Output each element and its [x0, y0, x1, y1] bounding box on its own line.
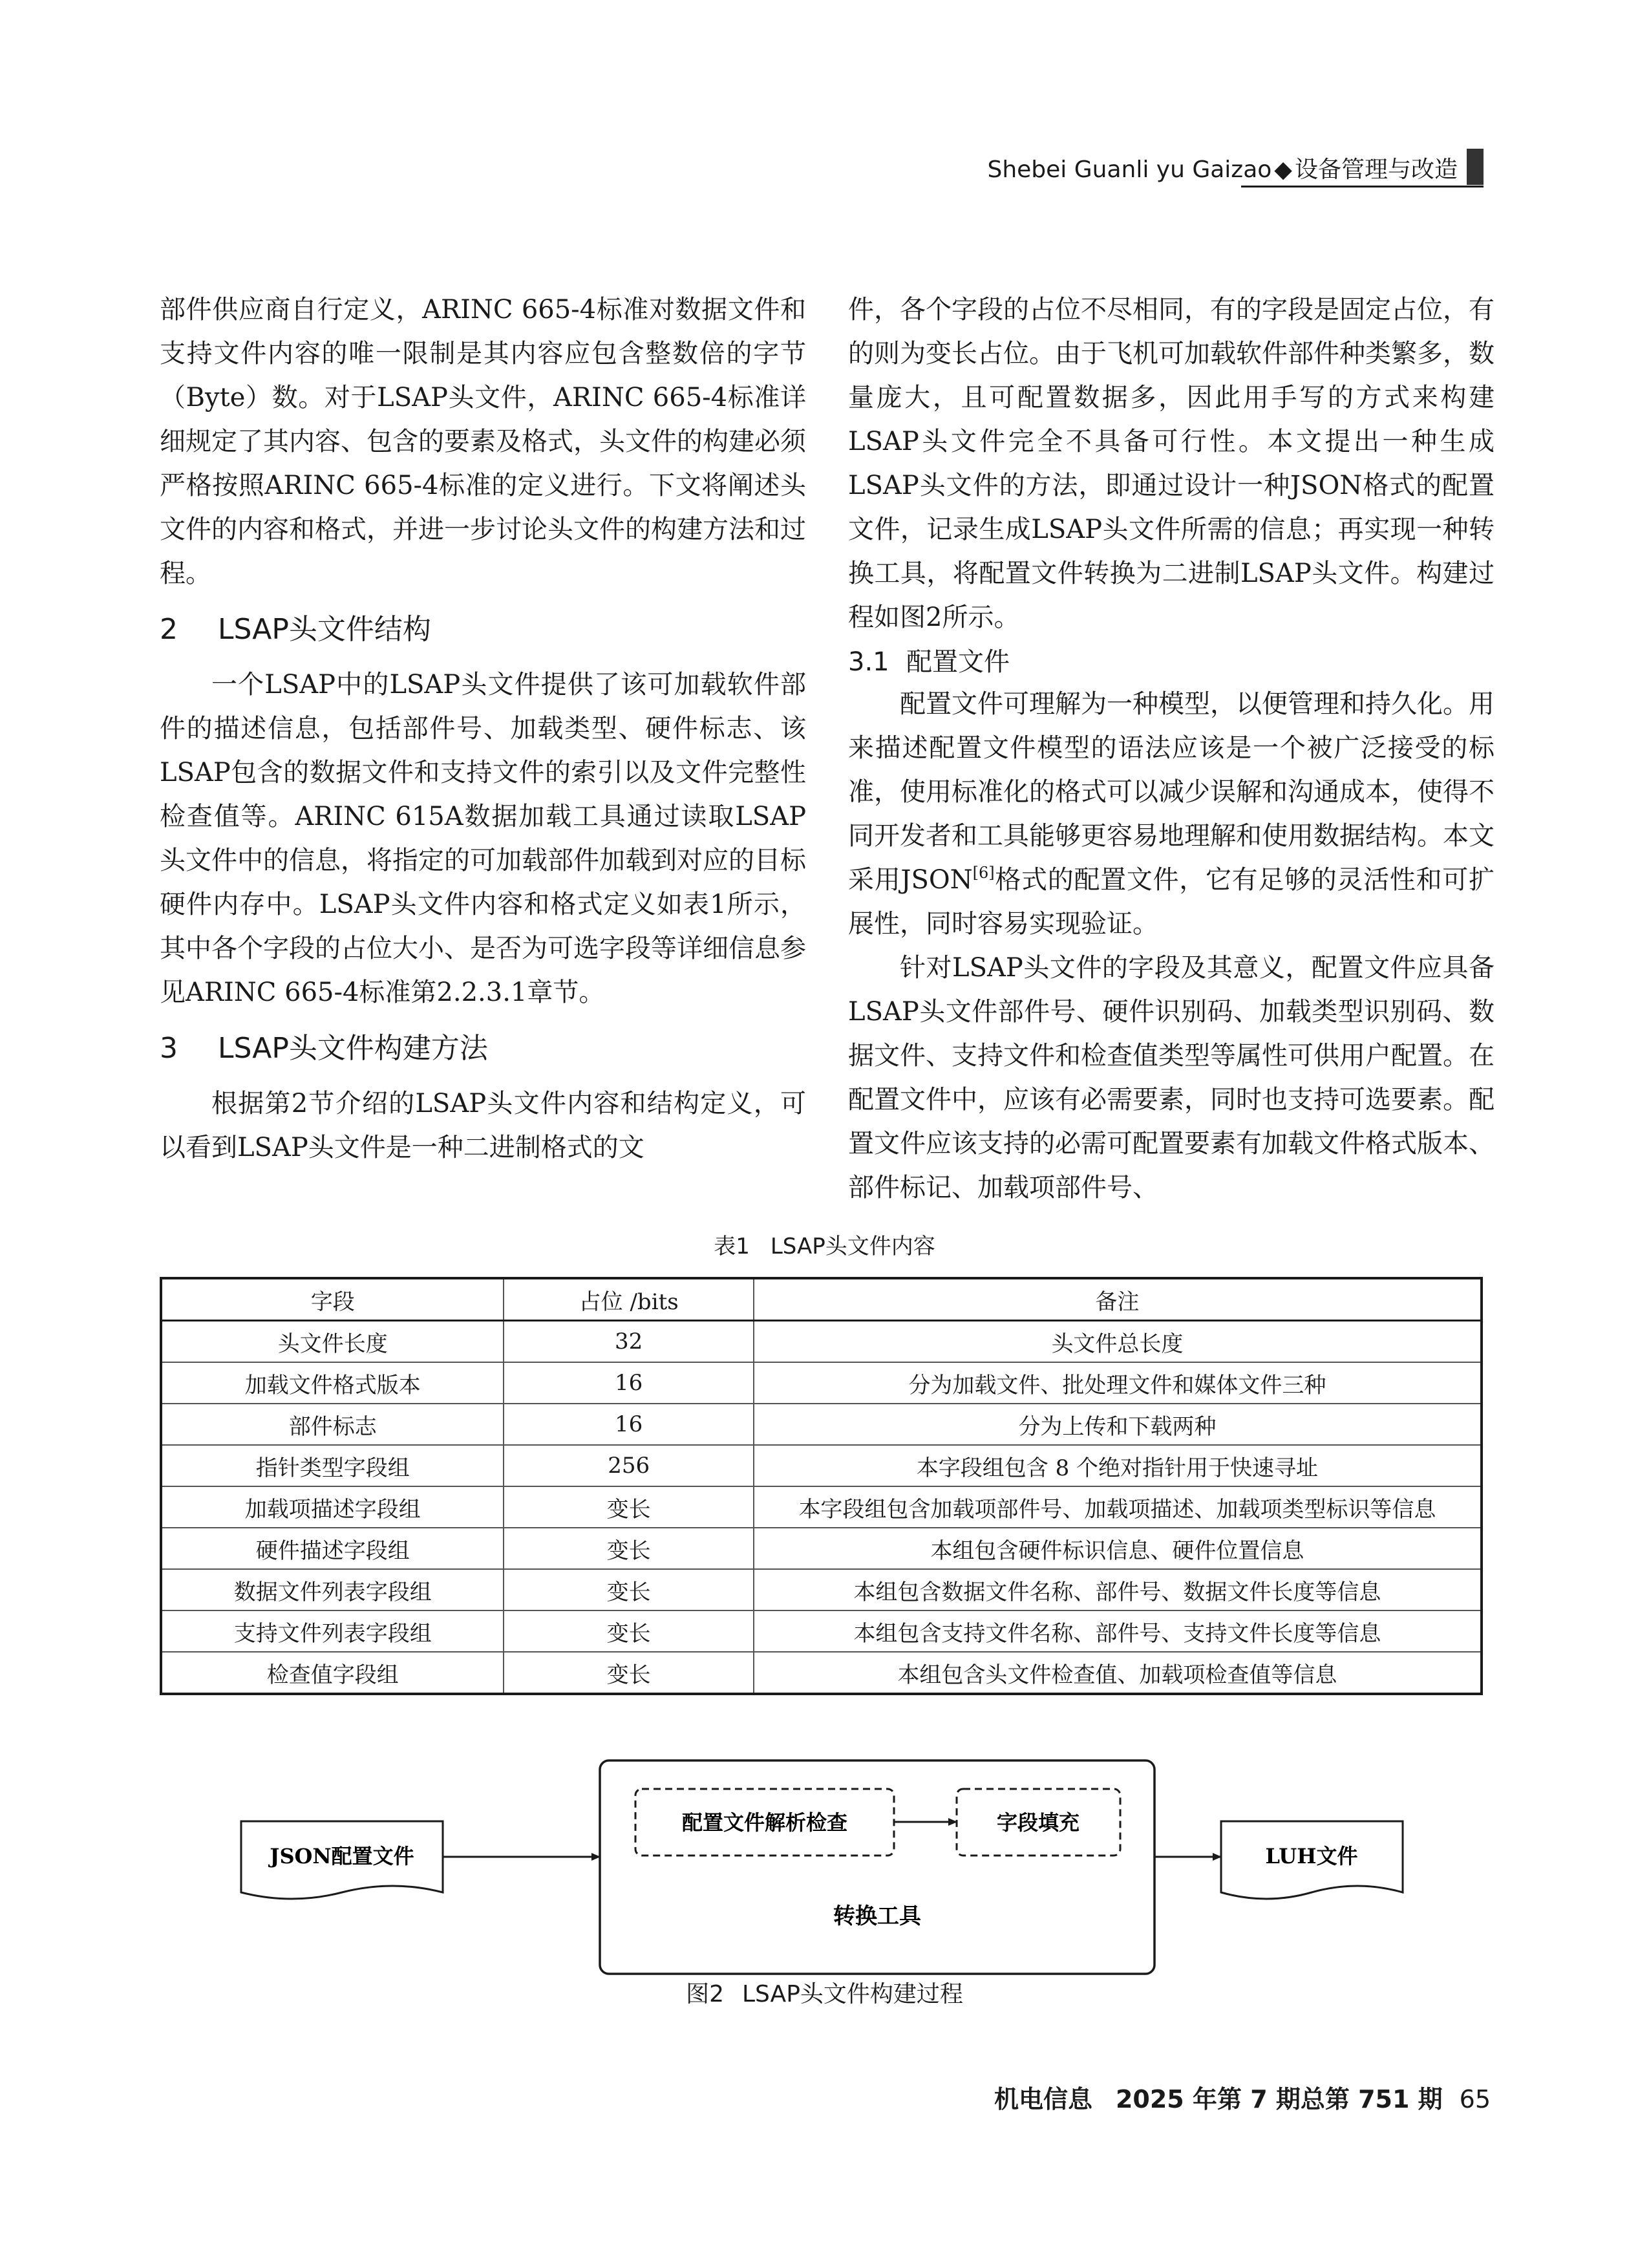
figure-caption — [0, 1978, 1649, 2011]
table-row — [161, 1610, 1482, 1652]
table-row — [161, 1321, 1482, 1363]
fill-step-label: 字段填充 — [996, 1810, 1080, 1835]
section-heading-3 — [160, 1026, 806, 1071]
table-row — [161, 1528, 1482, 1569]
tool-label: 转换工具 — [833, 1903, 921, 1929]
journal-pinyin: Shebei Guanli yu Gaizao — [987, 156, 1272, 183]
cell-note: 头文件总长度 — [754, 1321, 1482, 1363]
cell-field: 加载项描述字段组 — [161, 1486, 504, 1528]
cell-field: 部件标志 — [161, 1404, 504, 1445]
subsection-title: 配置文件 — [906, 647, 1010, 677]
cell-field: 支持文件列表字段组 — [161, 1610, 504, 1652]
cell-field: 检查值字段组 — [161, 1652, 504, 1694]
cell-note: 本字段组包含加载项部件号、加载项描述、加载项类型标识等信息 — [754, 1486, 1482, 1528]
right-column — [848, 288, 1495, 1210]
running-header — [986, 149, 1484, 187]
cell-field: 数据文件列表字段组 — [161, 1569, 504, 1610]
table-caption — [0, 1230, 1649, 1263]
table-label: 表1 — [714, 1234, 750, 1259]
section-title: LSAP头文件结构 — [218, 613, 431, 646]
header-bar-mark — [1467, 149, 1484, 185]
cell-note: 本字段组包含 8 个绝对指针用于快速寻址 — [754, 1445, 1482, 1486]
lsap-header-table — [160, 1277, 1483, 1695]
left-column — [160, 288, 806, 1170]
cell-note: 本组包含数据文件名称、部件号、数据文件长度等信息 — [754, 1569, 1482, 1610]
paragraph-right-1: 件，各个字段的占位不尽相同，有的字段是固定占位，有的则为变长占位。由于飞机可加载软件部件种类繁多，数量庞大，且可配置数据多，因此用手写的方式来构建LSAP头文件完全不具备可行性。本文提出一种生成LSAP头文件的方法，即通过设计一种JSON格式的配置文件，记录生成LSAP头文件所需的信息；再实现一种转换工具，将配置文件转换为二进制LSAP头文件。构建过程如图2所示。 — [848, 295, 1495, 632]
section-number: 3 — [160, 1032, 178, 1065]
paragraph-right-3: 针对LSAP头文件的字段及其意义，配置文件应具备LSAP头文件部件号、硬件识别码、加载类型识别码、数据文件、支持文件和检查值类型等属性可供用户配置。在配置文件中，应该有必需要素，同时也支持可选要素。配置文件应该支持的必需可配置要素有加载文件格式版本、部件标记、加载项部件号、 — [848, 953, 1495, 1203]
cell-bits: 变长 — [504, 1528, 753, 1569]
cell-field: 加载文件格式版本 — [161, 1362, 504, 1404]
diamond-icon: ◆ — [1274, 156, 1292, 183]
table-row — [161, 1445, 1482, 1486]
cell-bits: 变长 — [504, 1486, 753, 1528]
paragraph-right-2 — [848, 682, 1495, 946]
cell-note: 本组包含支持文件名称、部件号、支持文件长度等信息 — [754, 1610, 1482, 1652]
paragraph-text: 配置文件可理解为一种模型，以便管理和持久化。用来描述配置文件模型的语法应该是一个被广泛接受的标准，使用标准化的格式可以减少误解和沟通成本，使得不同开发者和工具能够更容易地理解和使用数据结构。本文采用JSON — [848, 689, 1495, 895]
cell-bits: 16 — [504, 1404, 753, 1445]
header-rule — [1241, 186, 1484, 187]
cell-bits: 256 — [504, 1445, 753, 1486]
cell-note: 本组包含头文件检查值、加载项检查值等信息 — [754, 1652, 1482, 1694]
parse-step-label: 配置文件解析检查 — [681, 1810, 848, 1835]
cell-note: 分为加载文件、批处理文件和媒体文件三种 — [754, 1362, 1482, 1404]
paragraph-left-3: 根据第2节介绍的LSAP头文件内容和结构定义，可以看到LSAP头文件是一种二进制格式的文 — [160, 1089, 806, 1162]
footer-journal: 机电信息 — [994, 2085, 1092, 2113]
section-title: LSAP头文件构建方法 — [218, 1032, 488, 1065]
table-row — [161, 1569, 1482, 1610]
header-cell-note: 备注 — [754, 1278, 1482, 1321]
table-header-row — [161, 1278, 1482, 1321]
subsection-heading-3-1 — [848, 642, 1495, 682]
table-title: LSAP头文件内容 — [770, 1234, 935, 1259]
header-cell-bits: 占位 /bits — [504, 1278, 753, 1321]
cell-bits: 16 — [504, 1362, 753, 1404]
process-diagram — [0, 1736, 1649, 1995]
cell-bits: 变长 — [504, 1610, 753, 1652]
footer-issue: 2025 年第 7 期总第 751 期 — [1115, 2085, 1443, 2113]
paragraph-left-2: 一个LSAP中的LSAP头文件提供了该可加载软件部件的描述信息，包括部件号、加载类型、硬件标志、该LSAP包含的数据文件和支持文件的索引以及文件完整性检查值等。ARINC 615A数据加载工具通过读取LSAP头文件中的信息，将指定的可加载部件加载到对应的目标硬件内存中。LSAP头文件内容和格式定义如表1所示，其中各个字段的占位大小、是否为可选字段等详细信息参见ARINC 665-4标准第2.2.3.1章节。 — [160, 670, 806, 1007]
input-document-label: JSON配置文件 — [270, 1844, 414, 1868]
paragraph-text: 格式的配置文件，它有足够的灵活性和可扩展性，同时容易实现验证。 — [848, 865, 1495, 939]
output-document-label: LUH文件 — [1265, 1844, 1358, 1868]
table-row — [161, 1652, 1482, 1694]
table-row — [161, 1486, 1482, 1528]
table-row — [161, 1362, 1482, 1404]
cell-field: 硬件描述字段组 — [161, 1528, 504, 1569]
cell-field: 头文件长度 — [161, 1321, 504, 1363]
citation-ref: [6] — [972, 864, 995, 882]
figure-label: 图2 — [686, 1981, 724, 2007]
cell-bits: 变长 — [504, 1569, 753, 1610]
header-cell-field: 字段 — [161, 1278, 504, 1321]
cell-note: 分为上传和下载两种 — [754, 1404, 1482, 1445]
table-row — [161, 1404, 1482, 1445]
cell-bits: 变长 — [504, 1652, 753, 1694]
page-footer — [994, 2083, 1491, 2115]
cell-bits: 32 — [504, 1321, 753, 1363]
subsection-number: 3.1 — [848, 647, 889, 677]
cell-field: 指针类型字段组 — [161, 1445, 504, 1486]
section-number: 2 — [160, 613, 178, 646]
cell-note: 本组包含硬件标识信息、硬件位置信息 — [754, 1528, 1482, 1569]
section-heading-2 — [160, 607, 806, 652]
section-name: 设备管理与改造 — [1294, 156, 1458, 183]
figure-title: LSAP头文件构建过程 — [741, 1981, 963, 2007]
page-number: 65 — [1459, 2085, 1491, 2113]
paragraph-left-1: 部件供应商自行定义，ARINC 665-4标准对数据文件和支持文件内容的唯一限制是其内容应包含整数倍的字节（Byte）数。对于LSAP头文件，ARINC 665-4标准详细规定了其内容、包含的要素及格式，头文件的构建必须严格按照ARINC 665-4标准的定义进行。下文将阐述头文件的内容和格式，并进一步讨论头文件的构建方法和过程。 — [160, 295, 806, 588]
